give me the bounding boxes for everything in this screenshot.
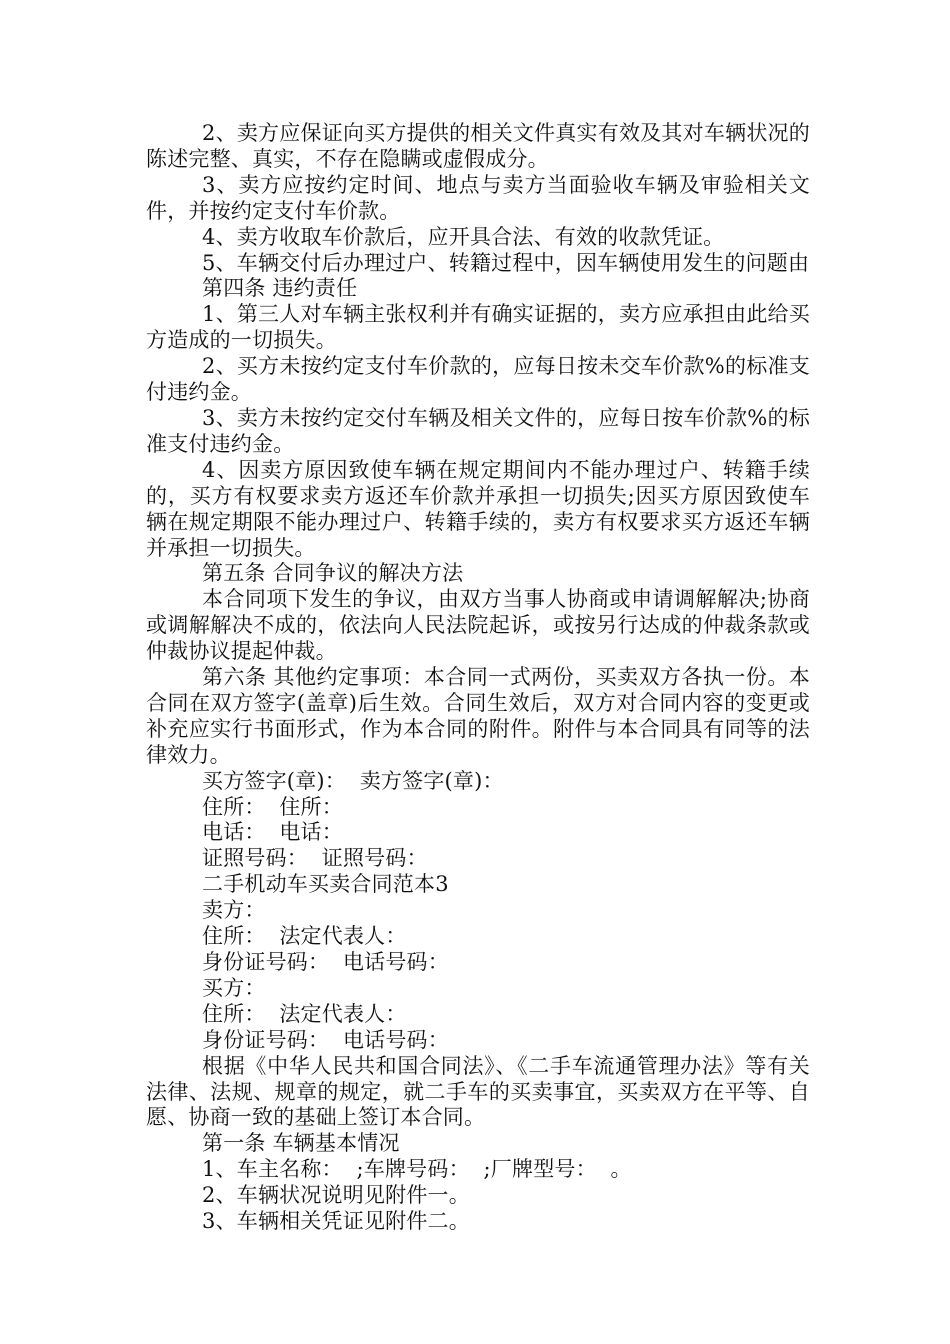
clause-seller-documents: 2、卖方应保证向买方提供的相关文件真实有效及其对车辆状况的陈述完整、真实，不存在隐瞒或虚假成分。	[146, 121, 810, 171]
buyer-address-line: 住所： 法定代表人：	[202, 1001, 407, 1026]
liability-clause-2: 2、买方未按约定支付车价款的，应每日按未交车价款%的标准支付违约金。	[146, 354, 810, 405]
license-number-line: 证照号码： 证照号码：	[202, 846, 428, 871]
signature-line: 买方签字(章)： 卖方签字(章)：	[202, 768, 504, 793]
legal-basis-paragraph: 根据《中华人民共和国合同法》、《二手车流通管理办法》等有关法律、法规、规章的规定，就二手车的买卖事宜，买卖双方在平等、自愿、协商一致的基础上签订本合同。	[146, 1053, 810, 1130]
article-6-text: 第六条 其他约定事项：本合同一式两份，买卖双方各执一份。本合同在双方签字(盖章)后生效。合同生效后，双方对合同内容的变更或补充应实行书面形式，作为本合同的附件。附件与本合同具有同等的法律效力。	[146, 665, 810, 767]
template-3-title: 二手机动车买卖合同范本3	[202, 872, 449, 897]
buyer-label: 买方：	[202, 975, 266, 1000]
seller-label: 卖方：	[202, 898, 266, 923]
liability-clause-4: 4、因卖方原因致使车辆在规定期间内不能办理过户、转籍手续的，买方有权要求卖方返还车价款并承担一切损失;因买方原因致使车辆在规定期限不能办理过户、转籍手续的，卖方有权要求买方返还车辆并承担一切损失。	[146, 457, 810, 560]
liability-clause-3: 3、卖方未按约定交付车辆及相关文件的，应每日按车价款%的标准支付违约金。	[146, 405, 810, 456]
clause-transfer-issue: 5、车辆交付后办理过户、转籍过程中，因车辆使用发生的问题由	[202, 250, 810, 275]
seller-id-line: 身份证号码： 电话号码：	[202, 950, 449, 974]
liability-clause-1: 1、第三人对车辆主张权利并有确实证据的，卖方应承担由此给买方造成的一切损失。	[146, 302, 810, 353]
article-4-heading: 第四条 违约责任	[202, 276, 358, 301]
seller-address-line: 住所： 法定代表人：	[202, 924, 407, 949]
address-line: 住所： 住所：	[202, 794, 343, 819]
vehicle-certificates-line: 3、车辆相关凭证见附件二。	[202, 1209, 470, 1234]
document-body	[146, 121, 810, 1235]
article-5-heading: 第五条 合同争议的解决方法	[202, 561, 464, 586]
vehicle-condition-line: 2、车辆状况说明见附件一。	[202, 1183, 470, 1208]
clause-inspection-payment: 3、卖方应按约定时间、地点与卖方当面验收车辆及审验相关文件，并按约定支付车价款。	[146, 172, 810, 223]
phone-line: 电话： 电话：	[202, 820, 343, 845]
clause-receipt: 4、卖方收取车价款后，应开具合法、有效的收款凭证。	[202, 224, 725, 249]
vehicle-info-line: 1、车主名称： ;车牌号码： ;厂牌型号： 。	[202, 1157, 632, 1182]
buyer-id-line: 身份证号码： 电话号码：	[202, 1027, 449, 1052]
dispute-resolution-text: 本合同项下发生的争议，由双方当事人协商或申请调解解决;协商或调解解决不成的，依法向人民法院起诉，或按另行达成的仲裁条款或仲裁协议提起仲裁。	[146, 587, 810, 664]
article-1-heading: 第一条 车辆基本情况	[202, 1131, 400, 1156]
